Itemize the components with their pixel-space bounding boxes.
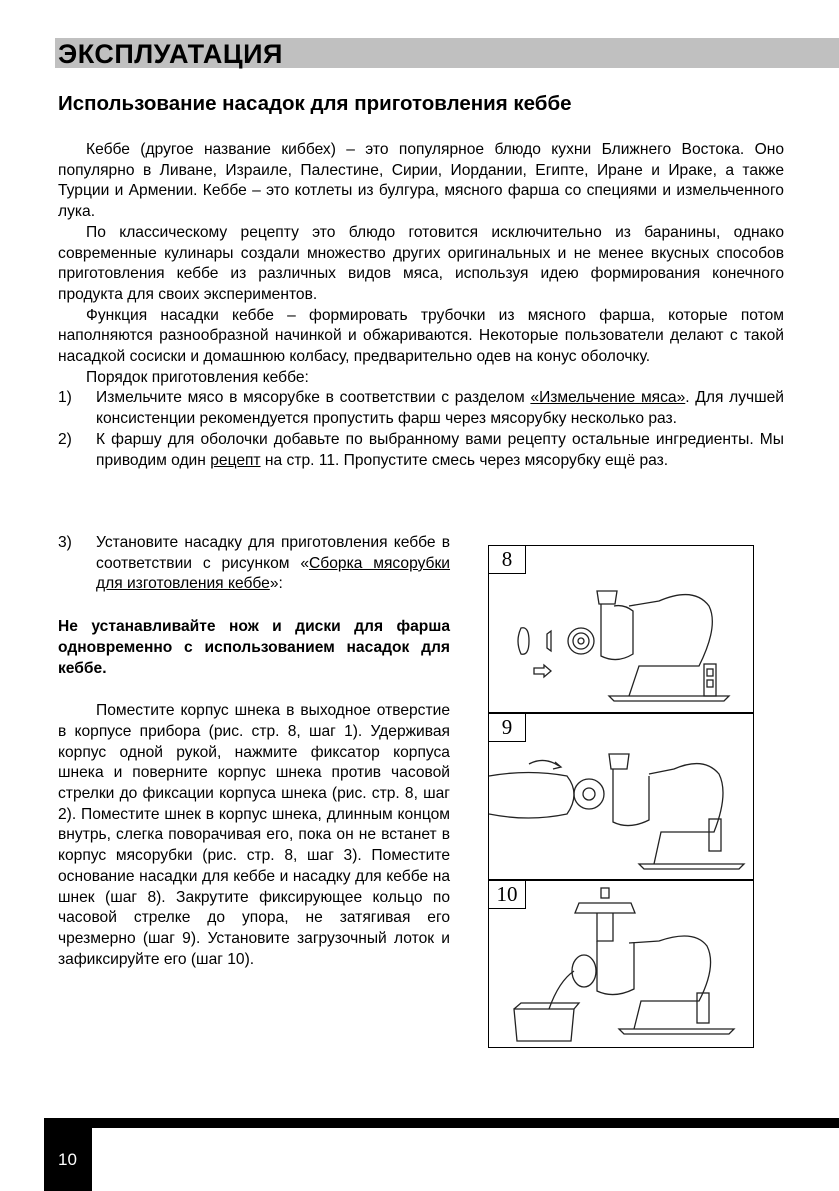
step-text: Установите насадку для приготовления кеббе в соответствии с рисунком « bbox=[96, 534, 450, 572]
paragraph-2: По классическому рецепту это блюдо готовится исключительно из баранины, однако современные кулинары создали множество других оригинальных и не менее вкусных способов приготовления кеббе из различных видов мяса, используя идею формирования конечного продукта для своих экспериментов. bbox=[58, 223, 784, 303]
figure-step-9 bbox=[488, 713, 754, 880]
step-item-3 bbox=[58, 533, 450, 595]
grinder-assembly-step-8-icon bbox=[489, 546, 755, 714]
figure-label: 8 bbox=[489, 546, 526, 574]
link-recipe[interactable]: рецепт bbox=[210, 451, 261, 469]
paragraph-4: Порядок приготовления кеббе: bbox=[86, 368, 309, 386]
step-number: 2) bbox=[58, 430, 72, 448]
page-number: 10 bbox=[58, 1150, 77, 1169]
step-text: »: bbox=[269, 575, 283, 593]
grinder-assembly-step-9-icon bbox=[489, 714, 755, 881]
step-text: Измельчите мясо в мясорубке в соответствии с разделом bbox=[96, 389, 531, 407]
warning-text: Не устанавливайте нож и диски для фарша одновременно с использованием насадок для кеббе. bbox=[58, 618, 450, 677]
step-item-1 bbox=[58, 388, 784, 429]
figure-step-8 bbox=[488, 545, 754, 713]
step-text: на стр. 11. Пропустите смесь через мясорубку ещё раз. bbox=[260, 451, 669, 469]
step-text: К фаршу для оболочки добавьте по выбранному вами рецепту остальные ингредиенты. Мы приводим один bbox=[96, 430, 784, 469]
step-number: 1) bbox=[58, 389, 72, 407]
page-subtitle: Использование насадок для приготовления кеббе bbox=[58, 92, 572, 115]
step-text: . Для лучшей консистенции рекомендуется пропустить фарш через мясорубку несколько раз. bbox=[96, 389, 785, 428]
figure-label: 10 bbox=[489, 881, 526, 909]
grinder-assembly-step-10-icon bbox=[489, 881, 755, 1049]
figure-label: 9 bbox=[489, 714, 526, 742]
footer-inner-panel bbox=[92, 1128, 839, 1191]
step-number: 3) bbox=[58, 534, 72, 551]
section-title: ЭКСПЛУАТАЦИЯ bbox=[58, 39, 283, 69]
link-mincing-section[interactable]: «Измельчение мяса» bbox=[530, 389, 686, 407]
paragraph-1: Кеббе (другое название киббех) – это популярное блюдо кухни Ближнего Востока. Оно популярно в Ливане, Израиле, Палестине, Сирии, Иордании, Египте, Иране и Ираке, а также Турции и Армении. Кеббе – это котлеты из булгура, мясного фарша со специями и измельченного лука. bbox=[58, 141, 784, 221]
link-assembly-figure[interactable]: Сборка мясорубки для изготовления кеббе bbox=[96, 554, 451, 593]
figure-step-10 bbox=[488, 880, 754, 1048]
intro-text bbox=[58, 140, 784, 471]
instructions-text: Поместите корпус шнека в выходное отверстие в корпусе прибора (рис. стр. 8, шаг 1). Удерживая корпус одной рукой, нажмите фиксатор корпуса шнека и поверните корпус шнека против часовой стрелки до фиксации корпуса шнека (рис. стр. 8, шаг 2). Поместите шнек в корпус шнека, длинным концом внутрь, слегка поворачивая его, пока он не встанет в корпус мясорубки (рис. стр. 8, шаг 3). Поместите основание насадки для кеббе и насадку для кеббе на шнек (шаг 8). Закрутите фиксирующее кольцо по часовой стрелке до упора, не затягивая его чрезмерно (шаг 9). Установите загрузочный лоток и зафиксируйте его (шаг 10). bbox=[58, 702, 450, 968]
step-item-2 bbox=[58, 430, 784, 471]
left-column-text bbox=[58, 533, 450, 970]
paragraph-3: Функция насадки кеббе – формировать трубочки из мясного фарша, которые потом наполняются разнообразной начинкой и обжариваются. Некоторые пользователи делают с такой насадкой сосиски и домашнюю колбасу, предварительно одев на конус оболочку. bbox=[58, 306, 784, 366]
